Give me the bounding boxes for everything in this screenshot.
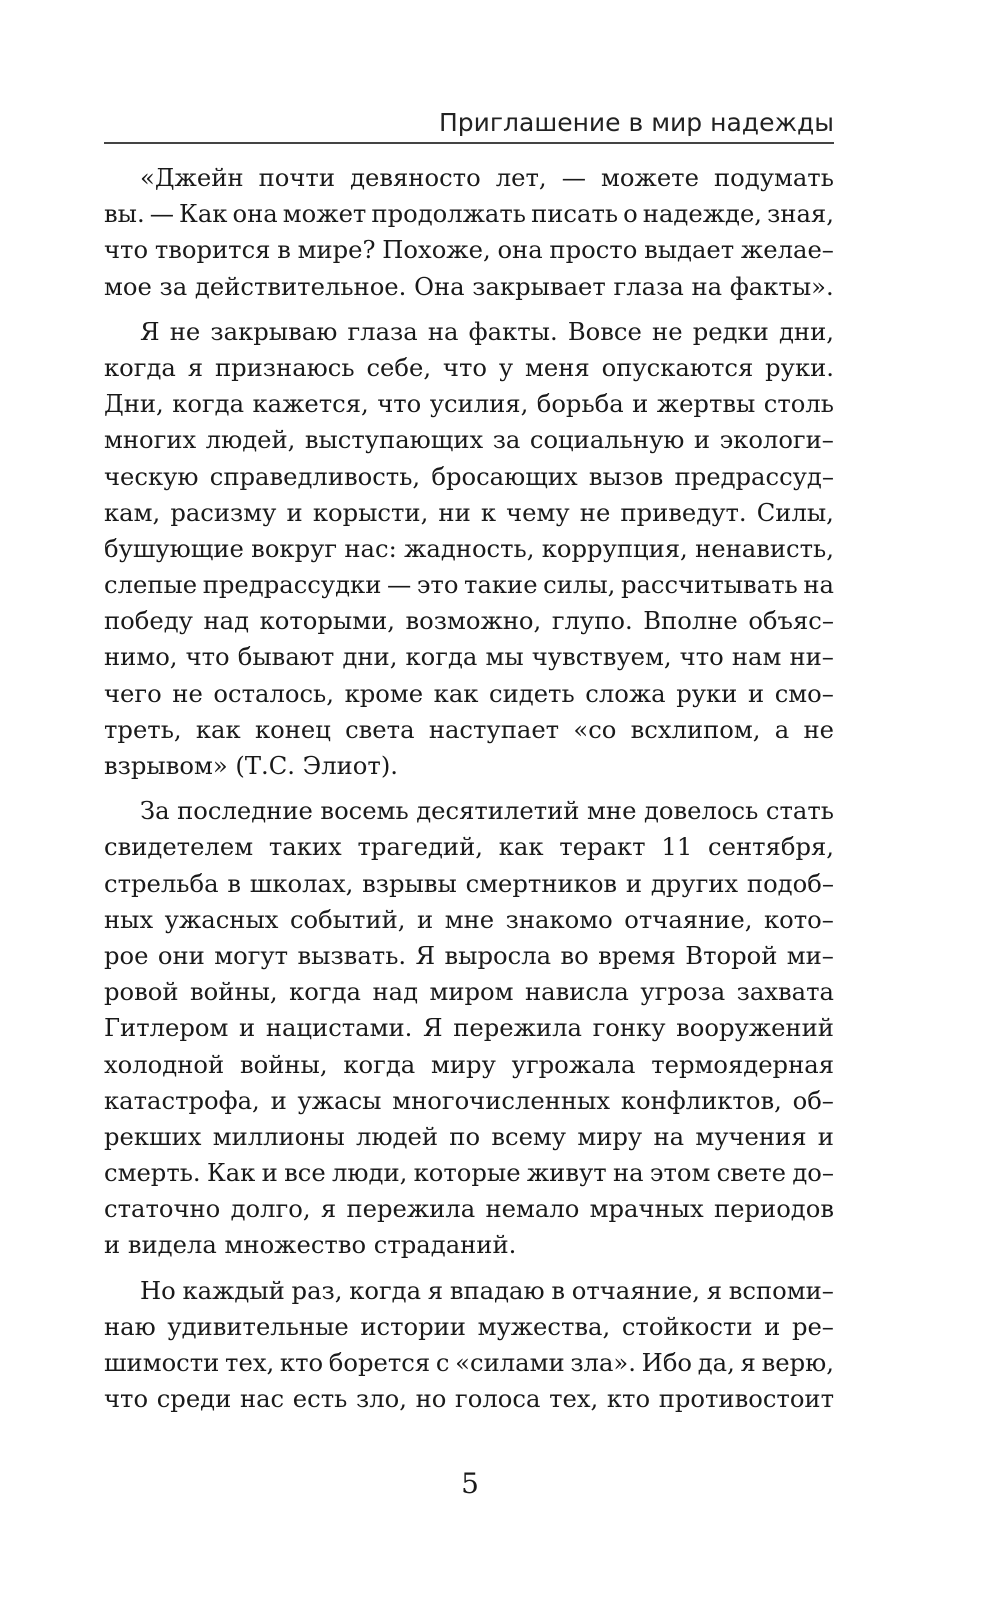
text-line: кам, расизму и корысти, ни к чему не приведут. Силы, <box>104 497 834 527</box>
text-line: ных ужасных событий, и мне знакомо отчаяние, кото– <box>104 904 834 934</box>
text-line: слепые предрассудки — это такие силы, рассчитывать на <box>104 570 834 600</box>
text-line: свидетелем таких трагедий, как теракт 11 сентября, <box>104 832 834 862</box>
text-line: За последние восемь десятилетий мне довелось стать <box>140 796 834 826</box>
text-line: что творится в мире? Похоже, она просто выдает желае– <box>104 235 834 265</box>
text-line: ческую справедливость, бросающих вызов предрассуд– <box>104 461 834 491</box>
paragraph <box>104 160 834 305</box>
text-line: смерть. Как и все люди, которые живут на этом свете до– <box>104 1158 834 1188</box>
text-line: треть, как конец света наступает «со всхлипом, а не <box>104 714 834 744</box>
text-line: что среди нас есть зло, но голоса тех, кто противостоит <box>104 1384 834 1414</box>
text-line: ровой войны, когда над миром нависла угроза захвата <box>104 977 834 1007</box>
text-line: «Джейн почти девяносто лет, — можете подумать <box>140 163 834 192</box>
header-rule <box>104 142 834 144</box>
paragraph <box>104 1273 834 1418</box>
text-line: рое они могут вызвать. Я выросла во время Второй ми– <box>104 940 834 970</box>
text-line: вы. — Как она может продолжать писать о надежде, зная, <box>104 199 834 229</box>
text-line: Дни, когда кажется, что усилия, борьба и жертвы столь <box>104 389 834 419</box>
text-line: бушующие вокруг нас: жадность, коррупция, ненависть, <box>104 533 834 563</box>
text-line: Но каждый раз, когда я впадаю в отчаяние, я вспоми– <box>140 1275 834 1305</box>
text-line: статочно долго, я пережила немало мрачных периодов <box>104 1194 834 1224</box>
text-line: холодной войны, когда миру угрожала термоядерная <box>104 1049 834 1079</box>
running-head-title: Приглашение в мир надежды <box>438 108 834 137</box>
body-text <box>104 160 834 1426</box>
text-line: чего не осталось, кроме как сидеть сложа руки и смо– <box>104 678 834 708</box>
text-line: многих людей, выступающих за социальную и экологи– <box>104 425 834 455</box>
text-line: стрельба в школах, взрывы смертников и других подоб– <box>104 868 834 898</box>
text-line: взрывом» (Т.С. Элиот). <box>104 751 398 780</box>
text-line: и видела множество страданий. <box>104 1230 517 1260</box>
text-line: шимости тех, кто борется с «силами зла». Ибо да, я верю, <box>104 1348 834 1377</box>
text-line: когда я признаюсь себе, что у меня опускаются руки. <box>104 352 834 382</box>
text-line: наю удивительные истории мужества, стойкости и ре– <box>104 1311 834 1341</box>
text-line: Я не закрываю глаза на факты. Вовсе не редки дни, <box>140 316 834 346</box>
text-line: катастрофа, и ужасы многочисленных конфликтов, об– <box>104 1085 834 1115</box>
paragraph <box>104 314 834 784</box>
page-number: 5 <box>461 1467 479 1500</box>
text-line: Гитлером и нацистами. Я пережила гонку вооружений <box>104 1013 834 1043</box>
text-line: рекших миллионы людей по всему миру на мучения и <box>104 1121 834 1151</box>
paragraph <box>104 793 834 1263</box>
text-line: победу над которыми, возможно, глупо. Вполне объяс– <box>104 606 834 636</box>
text-line: нимо, что бывают дни, когда мы чувствуем, что нам ни– <box>104 642 834 672</box>
text-line: мое за действительное. Она закрывает глаза на факты». <box>104 271 834 301</box>
